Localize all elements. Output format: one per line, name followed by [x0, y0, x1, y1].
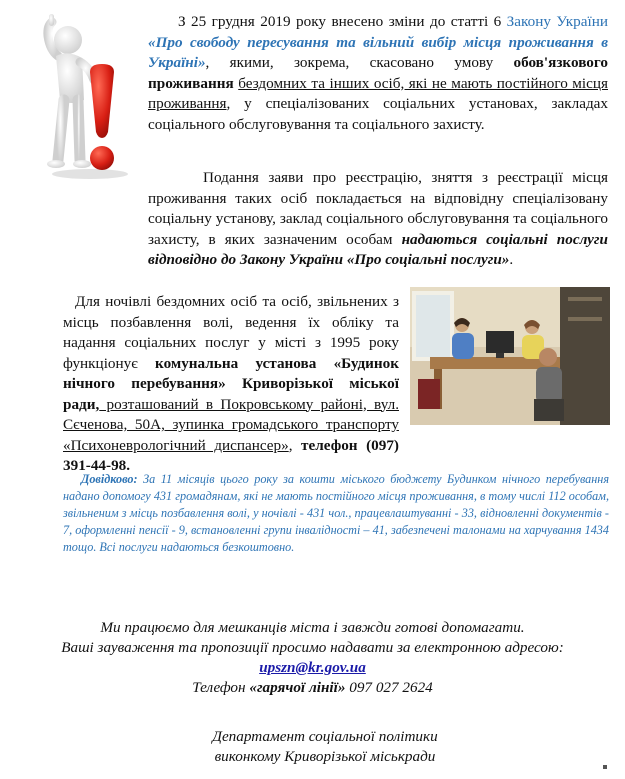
closing-line-1: Ми працюємо для мешканців міста і завжди готові допомагати.: [100, 619, 525, 636]
closing-line-2: Ваші зауваження та пропозиції просимо надавати за електронною адресою:: [61, 639, 564, 656]
law-prefix: Закону України: [506, 13, 608, 30]
shelter-lead: Для ночівлі бездомних осіб та осіб, звільнених з місць позбавлення волі, ведення їх обліку та надання соціальних послуг у місті з 1995 року функціонує: [63, 293, 399, 372]
shelter-paragraph: [63, 292, 399, 477]
exclamation-figure-illustration: [28, 10, 138, 180]
intro-end: , у спеціалізованих соціальних установах, закладах соціального обслуговування та соціального захисту.: [148, 95, 608, 133]
shelter-separator: ,: [288, 436, 302, 454]
registration-end: .: [509, 251, 514, 268]
closing-block: [0, 618, 625, 698]
shelter-phone: телефон (097) 391-44-98.: [63, 436, 399, 474]
reference-note: [63, 471, 609, 556]
registration-text: Подання заяви про реєстрацію, зняття з реєстрації місця проживання таких осіб покладається на відповідну спеціалізовану соціальну установу, заклад соціального обслуговування та соціального захисту, в яких зазначеним особам: [148, 169, 608, 248]
law-title: «Про свободу пересування та вільний вибір місця проживання в Україні»: [148, 33, 608, 71]
page-corner-marker: [603, 765, 607, 769]
shelter-name: комунальна установа «Будинок нічного перебування» Криворізької міської ради,: [63, 354, 399, 413]
office-consultation-photo: [410, 287, 610, 425]
shelter-address: розташований в Покровському районі, вул. Сєченова, 50А, зупинка громадського транспорту «Психоневрологічний диспансер»: [63, 395, 399, 454]
signature-line-1: Департамент соціальної політики: [212, 728, 438, 745]
reference-text: За 11 місяців цього року за кошти міського бюджету Будинком нічного перебування надано допомогу 431 громадянам, які не мають постійного місця проживання, в тому числі 112 особам, звільненим з місць позбавлення волі, у ночівлі - 431 чол., працевлаштуванні - 33, відновленні документів - 7, оформленні пенсії - 9, встановленні групи інвалідності – 41, забезпечені талонами на харчування 1434 тощо. Всі послуги надаються безкоштовно.: [63, 472, 609, 554]
hotline-label: «гарячої лінії»: [249, 679, 346, 696]
intro-paragraph-2: [148, 168, 608, 271]
intro-mid: , якими, зокрема, скасовано умову: [205, 54, 514, 71]
contact-email-link[interactable]: upszn@kr.gov.ua: [259, 659, 366, 676]
signature-block: [160, 727, 490, 767]
intro-underlined-homeless: бездомних та інших осіб, які не мають постійного місця проживання: [148, 74, 608, 112]
intro-bold-condition: обов'язкового проживання: [148, 54, 608, 92]
signature-line-2: виконкому Криворізької міськради: [214, 748, 436, 765]
reference-label: Довідково:: [81, 472, 138, 486]
intro-paragraph-1: [148, 12, 608, 135]
hotline-prefix: Телефон: [192, 679, 250, 696]
hotline-number: 097 027 2624: [345, 679, 433, 696]
social-services-law: надаються соціальні послуги відповідно до Закону України «Про соціальні послуги»: [148, 230, 608, 268]
intro-lead: З 25 грудня 2019 року внесено зміни до статті 6: [178, 13, 507, 30]
